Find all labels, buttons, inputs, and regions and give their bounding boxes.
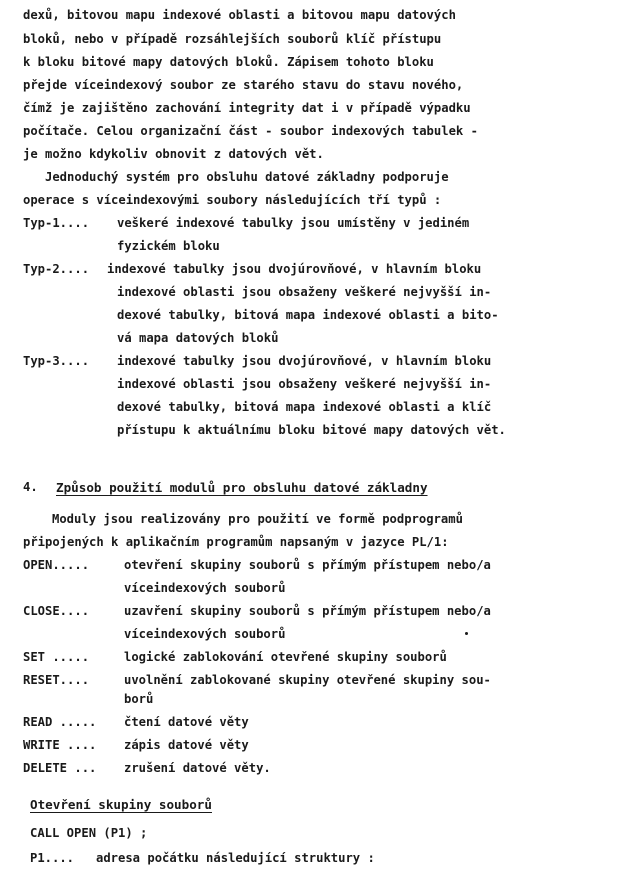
op-open-line-1: otevření skupiny souborů s přímým přístupem nebo/a <box>124 558 491 572</box>
intro-line-5: čímž je zajištěno zachování integrity dat i v případě výpadku <box>23 101 471 115</box>
intro-line-1: dexů, bitovou mapu indexové oblasti a bitovou mapu datových <box>23 8 456 22</box>
type-2-line-1: indexové tabulky jsou dvojúrovňové, v hlavním bloku <box>107 262 482 276</box>
open-param-label: P1.... <box>30 851 75 865</box>
section-4-intro-line-2: připojených k aplikačním programům napsaným v jazyce PL/1: <box>23 535 449 549</box>
section-4-title: Způsob použití modulů pro obsluhu datové základny <box>56 480 428 495</box>
op-set-line-1: logické zablokování otevřené skupiny souborů <box>124 650 447 664</box>
type-3-line-3: dexové tabulky, bitová mapa indexové oblasti a klíč <box>117 400 492 414</box>
type-2-line-2: indexové oblasti jsou obsaženy veškeré nejvyšší in- <box>117 285 492 299</box>
op-delete-line-1: zrušení datové věty. <box>124 761 271 775</box>
intro-line-8: Jednoduchý systém pro obsluhu datové základny podporuje <box>23 170 449 184</box>
op-reset-line-2: borů <box>124 692 154 706</box>
type-3-line-4: přístupu k aktuálnímu bloku bitové mapy datových vět. <box>117 423 506 437</box>
type-3-line-2: indexové oblasti jsou obsaženy veškeré nejvyšší in- <box>117 377 492 391</box>
intro-line-6: počítače. Celou organizační část - soubor indexových tabulek - <box>23 124 478 138</box>
op-write-label: WRITE .... <box>23 738 97 752</box>
op-open-line-2: víceindexových souborů <box>124 581 286 595</box>
type-2-line-3: dexové tabulky, bitová mapa indexové oblasti a bito- <box>117 308 499 322</box>
section-4-number: 4. <box>23 480 38 494</box>
intro-line-9: operace s víceindexovými soubory následujících tří typů : <box>23 193 442 207</box>
op-delete-label: DELETE ... <box>23 761 97 775</box>
type-3-line-1: indexové tabulky jsou dvojúrovňové, v hlavním bloku <box>117 354 492 368</box>
op-reset-line-1: uvolnění zablokované skupiny otevřené skupiny sou- <box>124 673 491 687</box>
op-read-line-1: čtení datové věty <box>124 715 249 729</box>
op-close-line-2: víceindexových souborů <box>124 627 286 641</box>
type-2-label: Typ-2.... <box>23 262 90 276</box>
type-1-line-2: fyzickém bloku <box>117 239 220 253</box>
op-read-label: READ ..... <box>23 715 97 729</box>
open-param-text: adresa počátku následující struktury : <box>96 851 375 865</box>
op-set-label: SET ..... <box>23 650 90 664</box>
type-1-label: Typ-1.... <box>23 216 90 230</box>
op-open-label: OPEN..... <box>23 558 90 572</box>
op-close-line-1: uzavření skupiny souborů s přímým přístupem nebo/a <box>124 604 491 618</box>
intro-line-4: přejde víceindexový soubor ze starého stavu do stavu nového, <box>23 78 464 92</box>
type-3-label: Typ-3.... <box>23 354 90 368</box>
open-section-title: Otevření skupiny souborů <box>30 797 212 812</box>
stray-dot-mark <box>465 632 468 635</box>
section-4-intro-line-1: Moduly jsou realizovány pro použití ve formě podprogramů <box>30 512 463 526</box>
op-close-label: CLOSE.... <box>23 604 90 618</box>
intro-line-3: k bloku bitové mapy datových bloků. Zápisem tohoto bloku <box>23 55 434 69</box>
op-write-line-1: zápis datové věty <box>124 738 249 752</box>
type-2-line-4: vá mapa datových bloků <box>117 331 279 345</box>
open-call-statement: CALL OPEN (P1) ; <box>30 826 148 840</box>
intro-line-7: je možno kdykoliv obnovit z datových vět. <box>23 147 324 161</box>
op-reset-label: RESET.... <box>23 673 90 687</box>
type-1-line-1: veškeré indexové tabulky jsou umístěny v jediném <box>117 216 470 230</box>
intro-line-2: bloků, nebo v případě rozsáhlejších souborů klíč přístupu <box>23 32 442 46</box>
